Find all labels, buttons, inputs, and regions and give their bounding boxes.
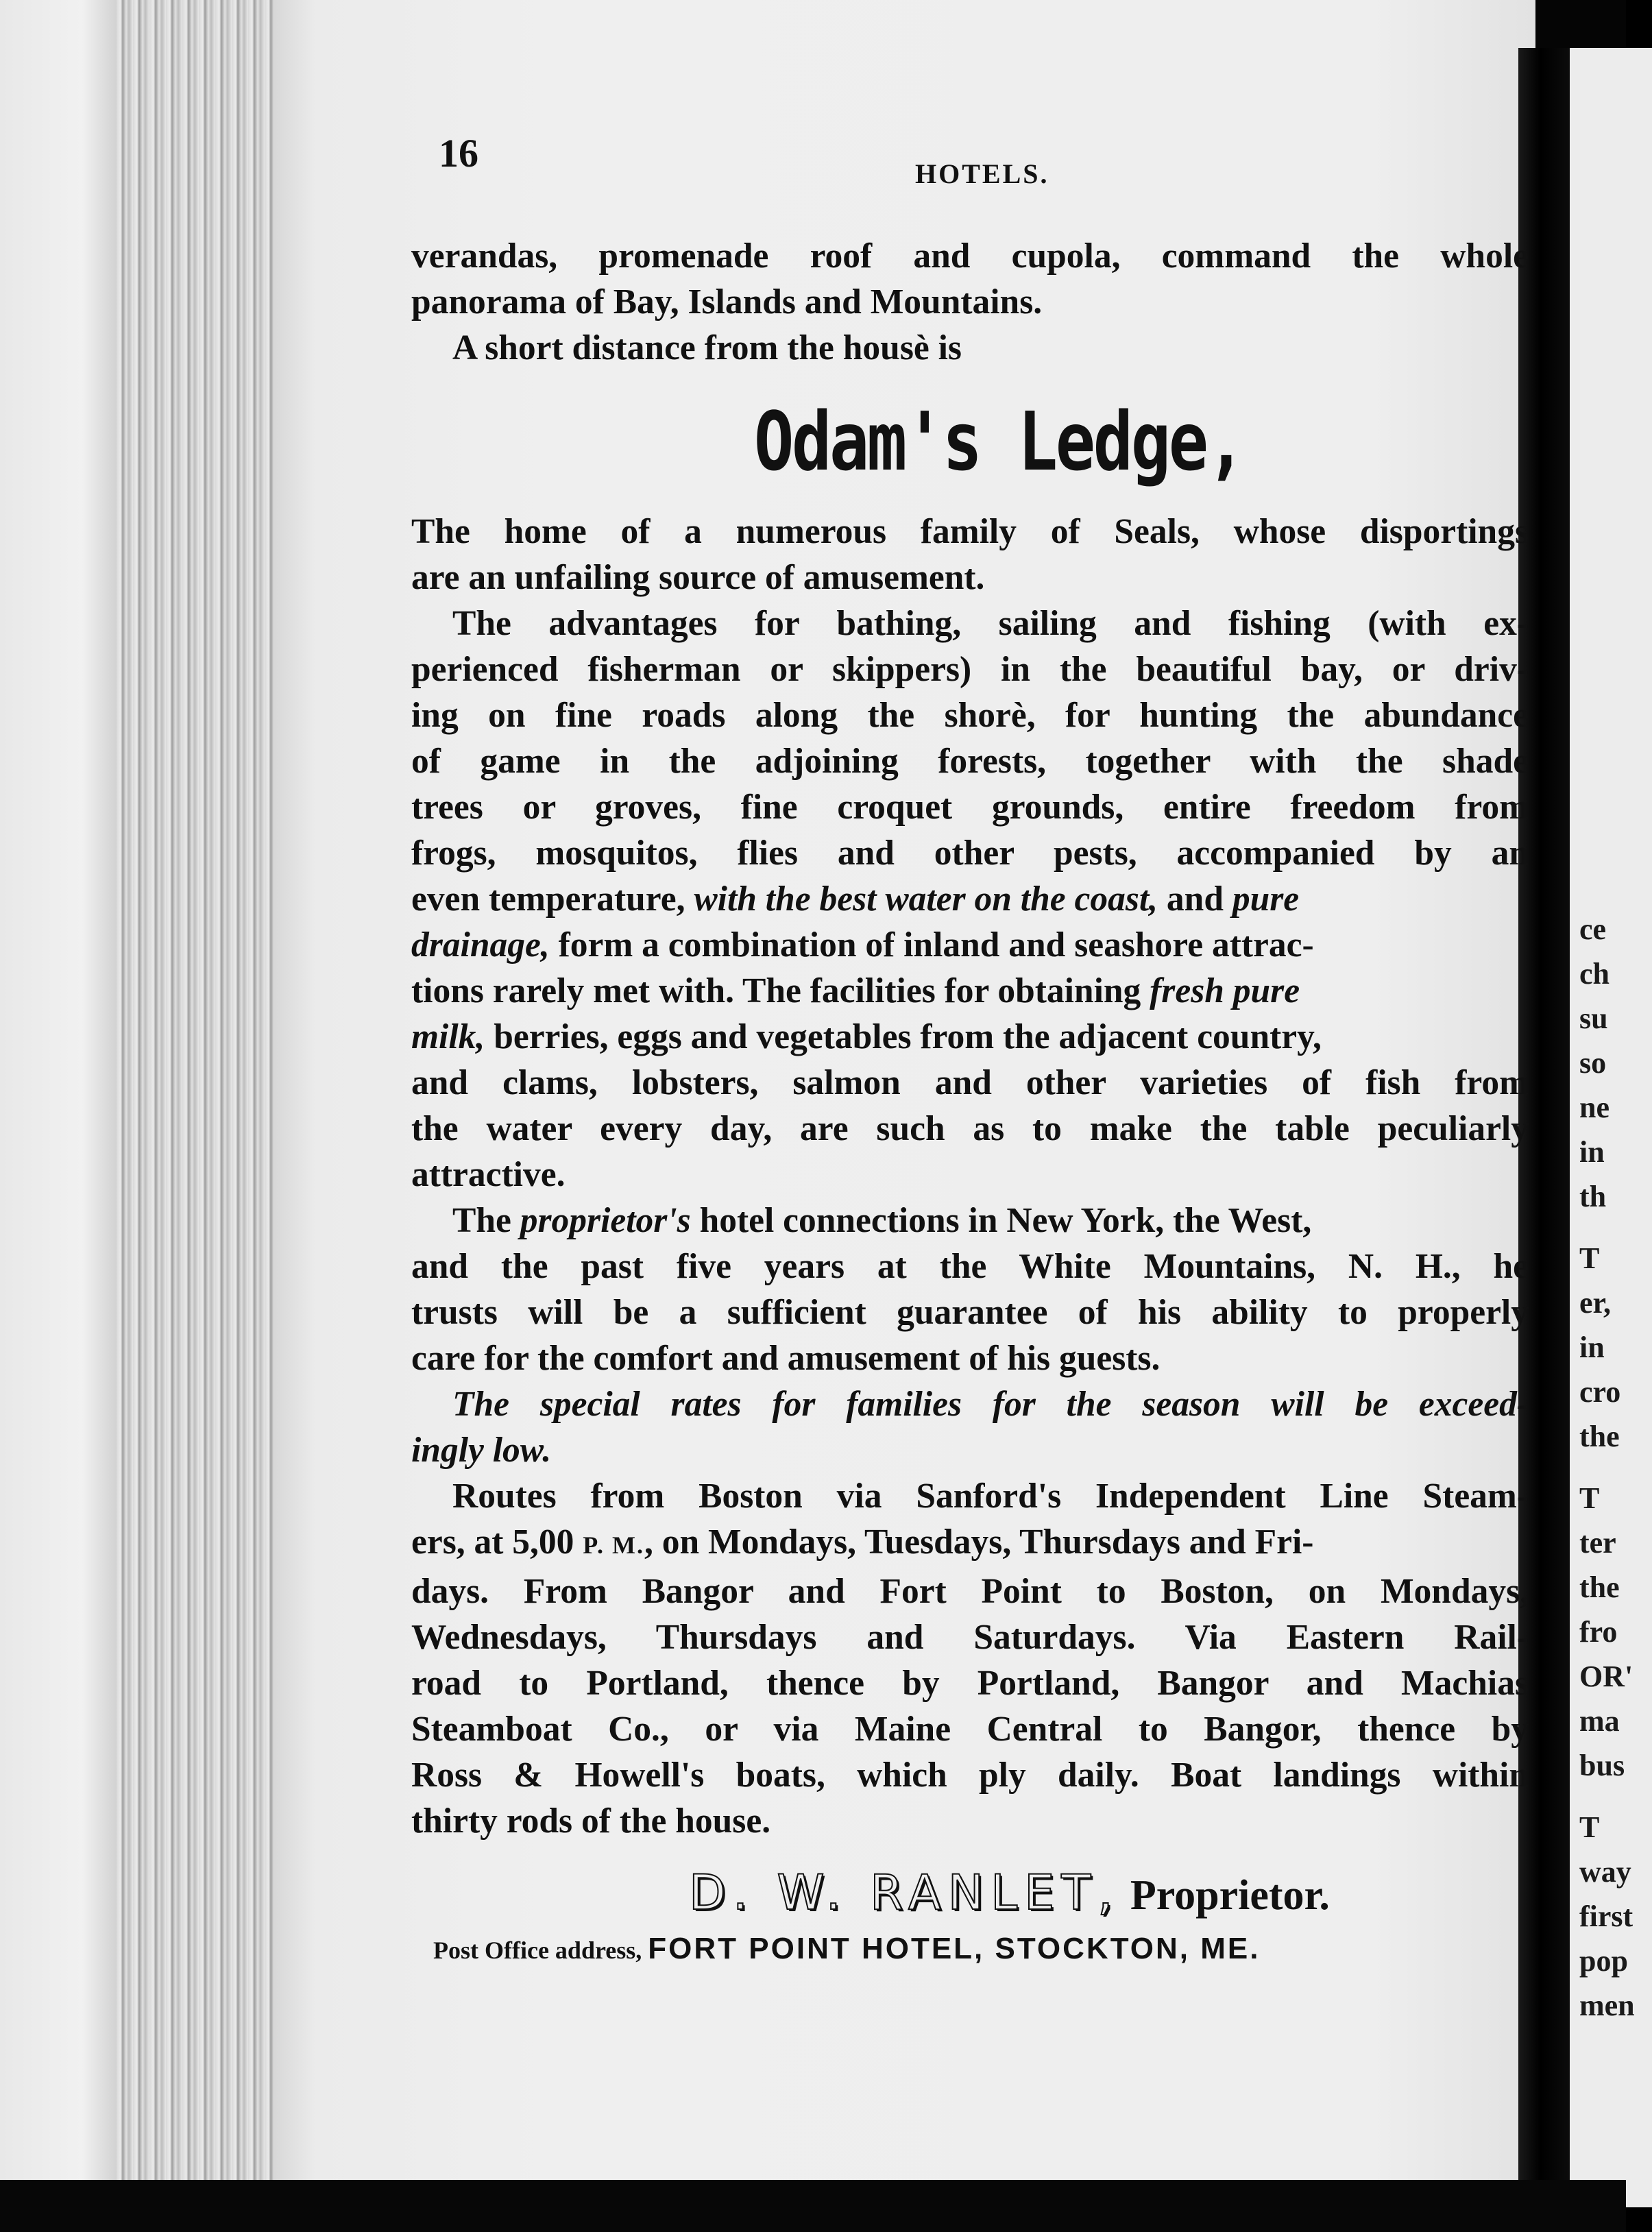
text-line — [411, 1198, 1529, 1244]
text-line: and clams, lobsters, salmon and other varieties of fish from — [411, 1063, 1529, 1102]
facing-page-text: in — [1579, 1331, 1605, 1364]
text-line: of game in the adjoining forests, together with the shade — [411, 742, 1529, 781]
facing-page-text: T — [1579, 1481, 1600, 1515]
italic-run: with the best water on the coast, — [694, 880, 1158, 919]
facing-page-text: so — [1579, 1046, 1607, 1080]
text-line: attractive. — [411, 1155, 566, 1194]
proprietor-title: Proprietor. — [1119, 1872, 1330, 1919]
book-edge-left — [0, 0, 120, 2232]
facing-page-text: in — [1579, 1135, 1605, 1169]
italic-run: proprietor's — [520, 1201, 691, 1240]
page-number: 16 — [439, 131, 478, 175]
facing-page-text: T — [1579, 1241, 1600, 1275]
book-page-edges — [117, 0, 288, 2232]
italic-run: The special rates for families for the season will be exceed- — [452, 1385, 1529, 1424]
signature-line — [689, 1865, 1330, 1921]
running-head: HOTELS. — [915, 158, 1049, 189]
facing-page-text: ma — [1579, 1704, 1620, 1738]
text-run: tions rarely met with. The facilities for obtaining — [411, 971, 1150, 1010]
small-caps-run: P. M. — [583, 1531, 644, 1559]
text-line: days. From Bangor and Fort Point to Boston, on Mondays, — [411, 1572, 1529, 1611]
facing-page-text: OR' — [1579, 1660, 1633, 1693]
text-run: ers, at 5,00 — [411, 1523, 583, 1562]
facing-page-text: T — [1579, 1810, 1600, 1844]
scan-bottom-border — [0, 2180, 1626, 2232]
facing-page-text: men — [1579, 1989, 1635, 2022]
text-run: The — [452, 1201, 520, 1240]
postal-prefix: Post Office address, — [433, 1937, 648, 1964]
facing-page-text: ne — [1579, 1091, 1610, 1124]
italic-run: ingly low. — [411, 1431, 552, 1470]
facing-page-text: su — [1579, 1002, 1608, 1035]
italic-run: milk, — [411, 1017, 485, 1056]
text-line: trusts will be a sufficient guarantee of his ability to properly — [411, 1293, 1529, 1332]
text-line: A short distance from the housè is — [452, 328, 962, 367]
facing-page-text: the — [1579, 1570, 1620, 1604]
facing-page-text: way — [1579, 1855, 1631, 1889]
facing-page-text: ter — [1579, 1526, 1616, 1560]
facing-page-text: the — [1579, 1420, 1620, 1453]
postal-address-value: FORT POINT HOTEL, STOCKTON, ME. — [648, 1932, 1261, 1965]
text-line — [411, 922, 1529, 968]
text-line — [411, 1381, 1529, 1427]
text-line: The advantages for bathing, sailing and fishing (with ex- — [452, 604, 1529, 643]
text-line — [411, 1519, 1529, 1568]
text-line: perienced fisherman or skippers) in the beautiful bay, or driv- — [411, 650, 1529, 689]
text-line: Ross & Howell's boats, which ply daily. Boat landings within — [411, 1756, 1529, 1795]
text-line: verandas, promenade roof and cupola, command the whole — [411, 236, 1529, 276]
text-line: and the past five years at the White Mountains, N. H., he — [411, 1247, 1529, 1286]
postal-address — [433, 1932, 1260, 1966]
text-line — [411, 876, 1529, 922]
text-line — [411, 968, 1529, 1014]
facing-page-text: cro — [1579, 1375, 1621, 1409]
text-line — [411, 1427, 1529, 1473]
facing-page-text: bus — [1579, 1749, 1625, 1782]
text-line: the water every day, are such as to make the table peculiarly — [411, 1109, 1529, 1148]
text-run: even temperature, — [411, 880, 694, 919]
text-run: and — [1158, 880, 1232, 919]
italic-run: drainage, — [411, 925, 550, 965]
text-line: trees or groves, fine croquet grounds, entire freedom from — [411, 788, 1529, 827]
text-line: Routes from Boston via Sanford's Independent Line Steam- — [452, 1477, 1529, 1516]
text-line: The home of a numerous family of Seals, whose disportings — [411, 512, 1529, 551]
facing-page-text: pop — [1579, 1944, 1628, 1978]
facing-page-text: first — [1579, 1900, 1633, 1933]
text-run: form a combination of inland and seashore attrac- — [549, 925, 1314, 965]
facing-page-text: ch — [1579, 957, 1610, 991]
facing-page-text: er, — [1579, 1286, 1612, 1320]
facing-page-text: fro — [1579, 1615, 1618, 1649]
text-line: road to Portland, thence by Portland, Bangor and Machias — [411, 1664, 1529, 1703]
text-line: ing on fine roads along the shorè, for hunting the abundance — [411, 696, 1529, 735]
text-line: frogs, mosquitos, flies and other pests, accompanied by an — [411, 834, 1529, 873]
text-line: care for the comfort and amusement of his guests. — [411, 1339, 1161, 1378]
facing-page-text: th — [1579, 1180, 1607, 1213]
text-line: Steamboat Co., or via Maine Central to Bangor, thence by — [411, 1710, 1529, 1749]
text-run: , on Mondays, Tuesdays, Thursdays and Fri- — [644, 1523, 1314, 1562]
section-title: Odam's Ledge, — [754, 394, 1244, 489]
text-run: berries, eggs and vegetables from the adjacent country, — [485, 1017, 1322, 1056]
facing-page-text: ce — [1579, 912, 1607, 946]
text-line: panorama of Bay, Islands and Mountains. — [411, 282, 1043, 322]
text-line: thirty rods of the house. — [411, 1802, 771, 1841]
text-run: hotel connections in New York, the West, — [690, 1201, 1312, 1240]
italic-run: pure — [1232, 880, 1300, 919]
proprietor-name: D. W. RANLET, — [689, 1865, 1120, 1921]
italic-run: fresh pure — [1150, 971, 1300, 1010]
text-line: Wednesdays, Thursdays and Saturdays. Via Eastern Rail- — [411, 1618, 1529, 1657]
facing-page-fragment — [1570, 48, 1652, 2207]
text-line — [411, 1014, 1529, 1060]
text-line: are an unfailing source of amusement. — [411, 558, 985, 597]
